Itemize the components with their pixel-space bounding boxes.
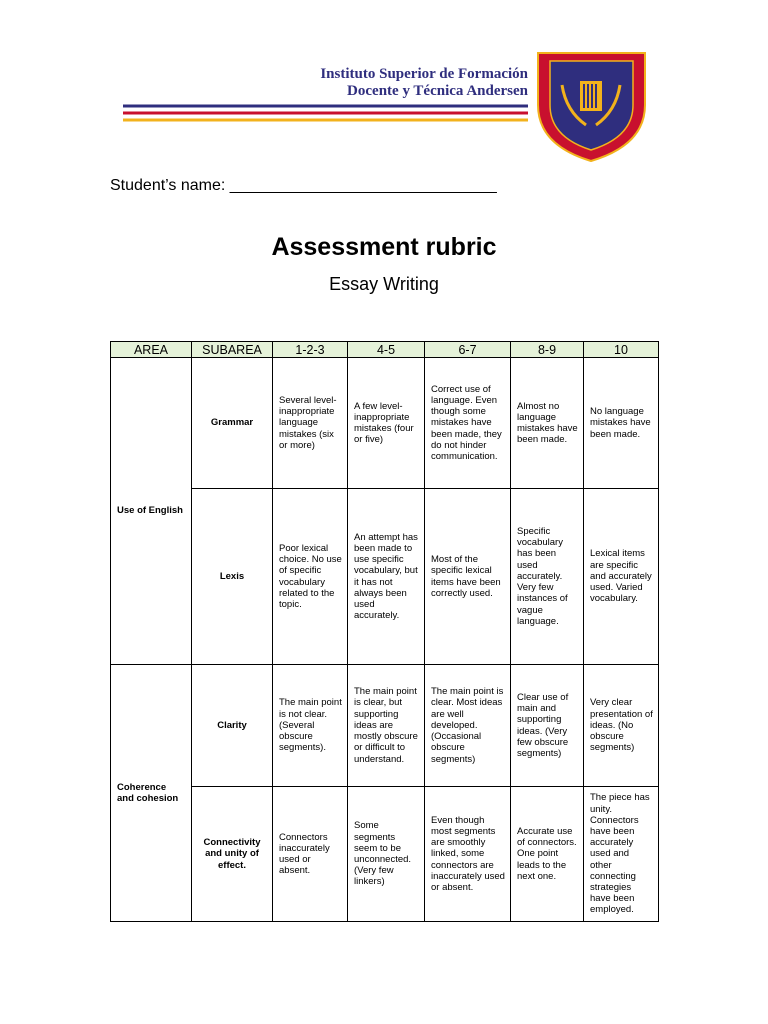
rubric-cell: The main point is not clear. (Several obscure segments).: [273, 665, 348, 787]
subarea-grammar: Grammar: [192, 358, 273, 489]
rubric-cell: The main point is clear. Most ideas are well developed. (Occasional obscure segments): [425, 665, 511, 787]
rubric-cell: Even though most segments are smoothly linked, some connectors are inaccurately used or absent.: [425, 787, 511, 922]
area-coherence-and-cohesion: Coherence and cohesion: [111, 665, 192, 922]
rubric-cell: An attempt has been made to use specific vocabulary, but it has not always been used accurately.: [348, 489, 425, 665]
header-graphic: [110, 45, 658, 163]
rubric-cell: The piece has unity. Connectors have been accurately used and other connecting strategies have been employed.: [584, 787, 659, 922]
institution-name-line2: Docente y Técnica Andersen: [347, 83, 528, 99]
area-use-of-english: Use of English: [111, 358, 192, 665]
rubric-cell: Most of the specific lexical items have been correctly used.: [425, 489, 511, 665]
table-row: [111, 489, 659, 665]
rubric-cell: Accurate use of connectors. One point leads to the next one.: [511, 787, 584, 922]
column-header-subarea: SUBAREA: [192, 342, 273, 358]
page-subtitle: Essay Writing: [329, 274, 439, 294]
rubric-cell: Connectors inaccurately used or absent.: [273, 787, 348, 922]
column-header-score-6-7: 6-7: [425, 342, 511, 358]
column-header-score-8-9: 8-9: [511, 342, 584, 358]
table-row: [111, 665, 659, 787]
rubric-cell: Some segments seem to be unconnected. (Very few linkers): [348, 787, 425, 922]
institution-name-line1: Instituto Superior de Formación: [320, 66, 528, 82]
subarea-lexis: Lexis: [192, 489, 273, 665]
column-header-area: AREA: [111, 342, 192, 358]
rubric-cell: No language mistakes have been made.: [584, 358, 659, 489]
student-name-field: Student’s name: ______________________________: [110, 177, 497, 194]
page-title: Assessment rubric: [271, 233, 497, 261]
subarea-clarity: Clarity: [192, 665, 273, 787]
column-header-score-1-3: 1-2-3: [273, 342, 348, 358]
table-row: [111, 787, 659, 922]
rubric-cell: Several level-inappropriate language mistakes (six or more): [273, 358, 348, 489]
subarea-connectivity: Connectivity and unity of effect.: [192, 787, 273, 922]
table-row: [111, 358, 659, 489]
rubric-cell: Very clear presentation of ideas. (No obscure segments): [584, 665, 659, 787]
column-header-score-10: 10: [584, 342, 659, 358]
rubric-cell: Specific vocabulary has been used accurately. Very few instances of vague language.: [511, 489, 584, 665]
rubric-cell: Clear use of main and supporting ideas. (Very few obscure segments): [511, 665, 584, 787]
column-header-score-4-5: 4-5: [348, 342, 425, 358]
rubric-table: [110, 341, 659, 922]
rubric-header-row: [111, 342, 659, 358]
rubric-cell: Correct use of language. Even though some mistakes have been made, they do not hinder communication.: [425, 358, 511, 489]
institution-header: [110, 45, 658, 163]
rubric-cell: Lexical items are specific and accurately used. Varied vocabulary.: [584, 489, 659, 665]
rubric-cell: A few level-inappropriate mistakes (four or five): [348, 358, 425, 489]
rubric-cell: The main point is clear, but supporting ideas are mostly obscure or difficult to understand.: [348, 665, 425, 787]
institution-crest-icon: [538, 53, 645, 161]
rubric-cell: Almost no language mistakes have been made.: [511, 358, 584, 489]
rubric-cell: Poor lexical choice. No use of specific vocabulary related to the topic.: [273, 489, 348, 665]
